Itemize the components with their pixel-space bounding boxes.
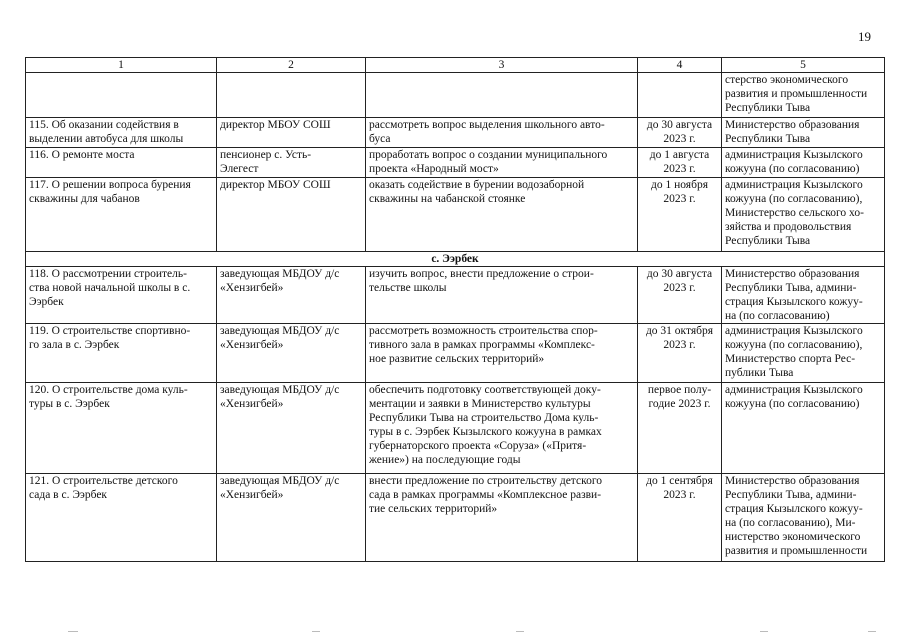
deadline-cell: до 1 сентября 2023 г. [638, 474, 722, 562]
column-number: 1 [26, 58, 217, 73]
section-title: с. Ээрбек [26, 252, 885, 267]
table-row [26, 383, 885, 474]
action-cell: рассмотреть вопрос выделения школьного авто- буса [366, 118, 638, 148]
deadline-cell: до 30 августа 2023 г. [638, 118, 722, 148]
issue-cell: 117. О решении вопроса бурения скважины для чабанов [26, 178, 217, 252]
table-row [26, 148, 885, 178]
continuation-row [26, 73, 885, 118]
applicant-cell: пенсионер с. Усть- Элегест [217, 148, 366, 178]
column-number: 3 [366, 58, 638, 73]
action-cell: обеспечить подготовку соответствующей доку- ментации и заявки в Министерство культуры Республики Тыва на строительство Дома куль- туры в с. Ээрбек Кызылского кожууна в рамках губернаторского проекта «Соруза» («Притя- жение») на последующие годы [366, 383, 638, 474]
action-cell: внести предложение по строительству детского сада в рамках программы «Комплексное разви- тие сельских территорий» [366, 474, 638, 562]
issue-cell: 119. О строительстве спортивно- го зала в с. Ээрбек [26, 324, 217, 383]
column-number: 2 [217, 58, 366, 73]
section-row [26, 252, 885, 267]
applicant-cell: заведующая МБДОУ д/с «Хензигбей» [217, 324, 366, 383]
deadline-cell: до 1 ноября 2023 г. [638, 178, 722, 252]
table-row [26, 474, 885, 562]
responsible-cell: Министерство образования Республики Тыва [722, 118, 885, 148]
scan-artifact [68, 631, 78, 632]
responsible-cell: Министерство образования Республики Тыва, админи- страция Кызылского кожуу- на (по согласованию) [722, 267, 885, 324]
responsible-cell: администрация Кызылского кожууна (по согласованию) [722, 148, 885, 178]
empty-cell [26, 73, 217, 118]
empty-cell [638, 73, 722, 118]
applicant-cell: заведующая МБДОУ д/с «Хензигбей» [217, 383, 366, 474]
action-cell: проработать вопрос о создании муниципального проекта «Народный мост» [366, 148, 638, 178]
deadline-cell: до 30 августа 2023 г. [638, 267, 722, 324]
empty-cell [217, 73, 366, 118]
issue-cell: 121. О строительстве детского сада в с. Ээрбек [26, 474, 217, 562]
applicant-cell: директор МБОУ СОШ [217, 178, 366, 252]
responsible-cell: Министерство образования Республики Тыва, админи- страция Кызылского кожуу- на (по согласованию), Ми- нистерство экономического развития и промышленности [722, 474, 885, 562]
column-number: 5 [722, 58, 885, 73]
scan-artifact [516, 631, 524, 632]
responsible-cell: администрация Кызылского кожууна (по согласованию), Министерство сельского хо- зяйства и продовольствия Республики Тыва [722, 178, 885, 252]
empty-cell [366, 73, 638, 118]
issue-cell: 120. О строительстве дома куль- туры в с. Ээрбек [26, 383, 217, 474]
scan-artifact [760, 631, 768, 632]
responsible-cell: администрация Кызылского кожууна (по согласованию) [722, 383, 885, 474]
issue-cell: 116. О ремонте моста [26, 148, 217, 178]
applicant-cell: заведующая МБДОУ д/с «Хензигбей» [217, 474, 366, 562]
scan-artifact [312, 631, 320, 632]
measures-table [25, 57, 885, 562]
table-row [26, 324, 885, 383]
issue-cell: 115. Об оказании содействия в выделении автобуса для школы [26, 118, 217, 148]
applicant-cell: заведующая МБДОУ д/с «Хензигбей» [217, 267, 366, 324]
column-number-row [26, 58, 885, 73]
page-number: 19 [858, 29, 871, 44]
issue-cell: 118. О рассмотрении строитель- ства новой начальной школы в с. Ээрбек [26, 267, 217, 324]
action-cell: изучить вопрос, внести предложение о строи- тельстве школы [366, 267, 638, 324]
table-row [26, 178, 885, 252]
scan-artifact [868, 631, 876, 632]
applicant-cell: директор МБОУ СОШ [217, 118, 366, 148]
responsible-cell: администрация Кызылского кожууна (по согласованию), Министерство спорта Рес- публики Тыва [722, 324, 885, 383]
column-number: 4 [638, 58, 722, 73]
action-cell: оказать содействие в бурении водозаборной скважины на чабанской стоянке [366, 178, 638, 252]
action-cell: рассмотреть возможность строительства спор- тивного зала в рамках программы «Комплекс- ное развитие сельских территорий» [366, 324, 638, 383]
responsible-cell: стерство экономического развития и промышленности Республики Тыва [722, 73, 885, 118]
table-row [26, 118, 885, 148]
deadline-cell: до 1 августа 2023 г. [638, 148, 722, 178]
deadline-cell: до 31 октября 2023 г. [638, 324, 722, 383]
table-row [26, 267, 885, 324]
deadline-cell: первое полу- годие 2023 г. [638, 383, 722, 474]
